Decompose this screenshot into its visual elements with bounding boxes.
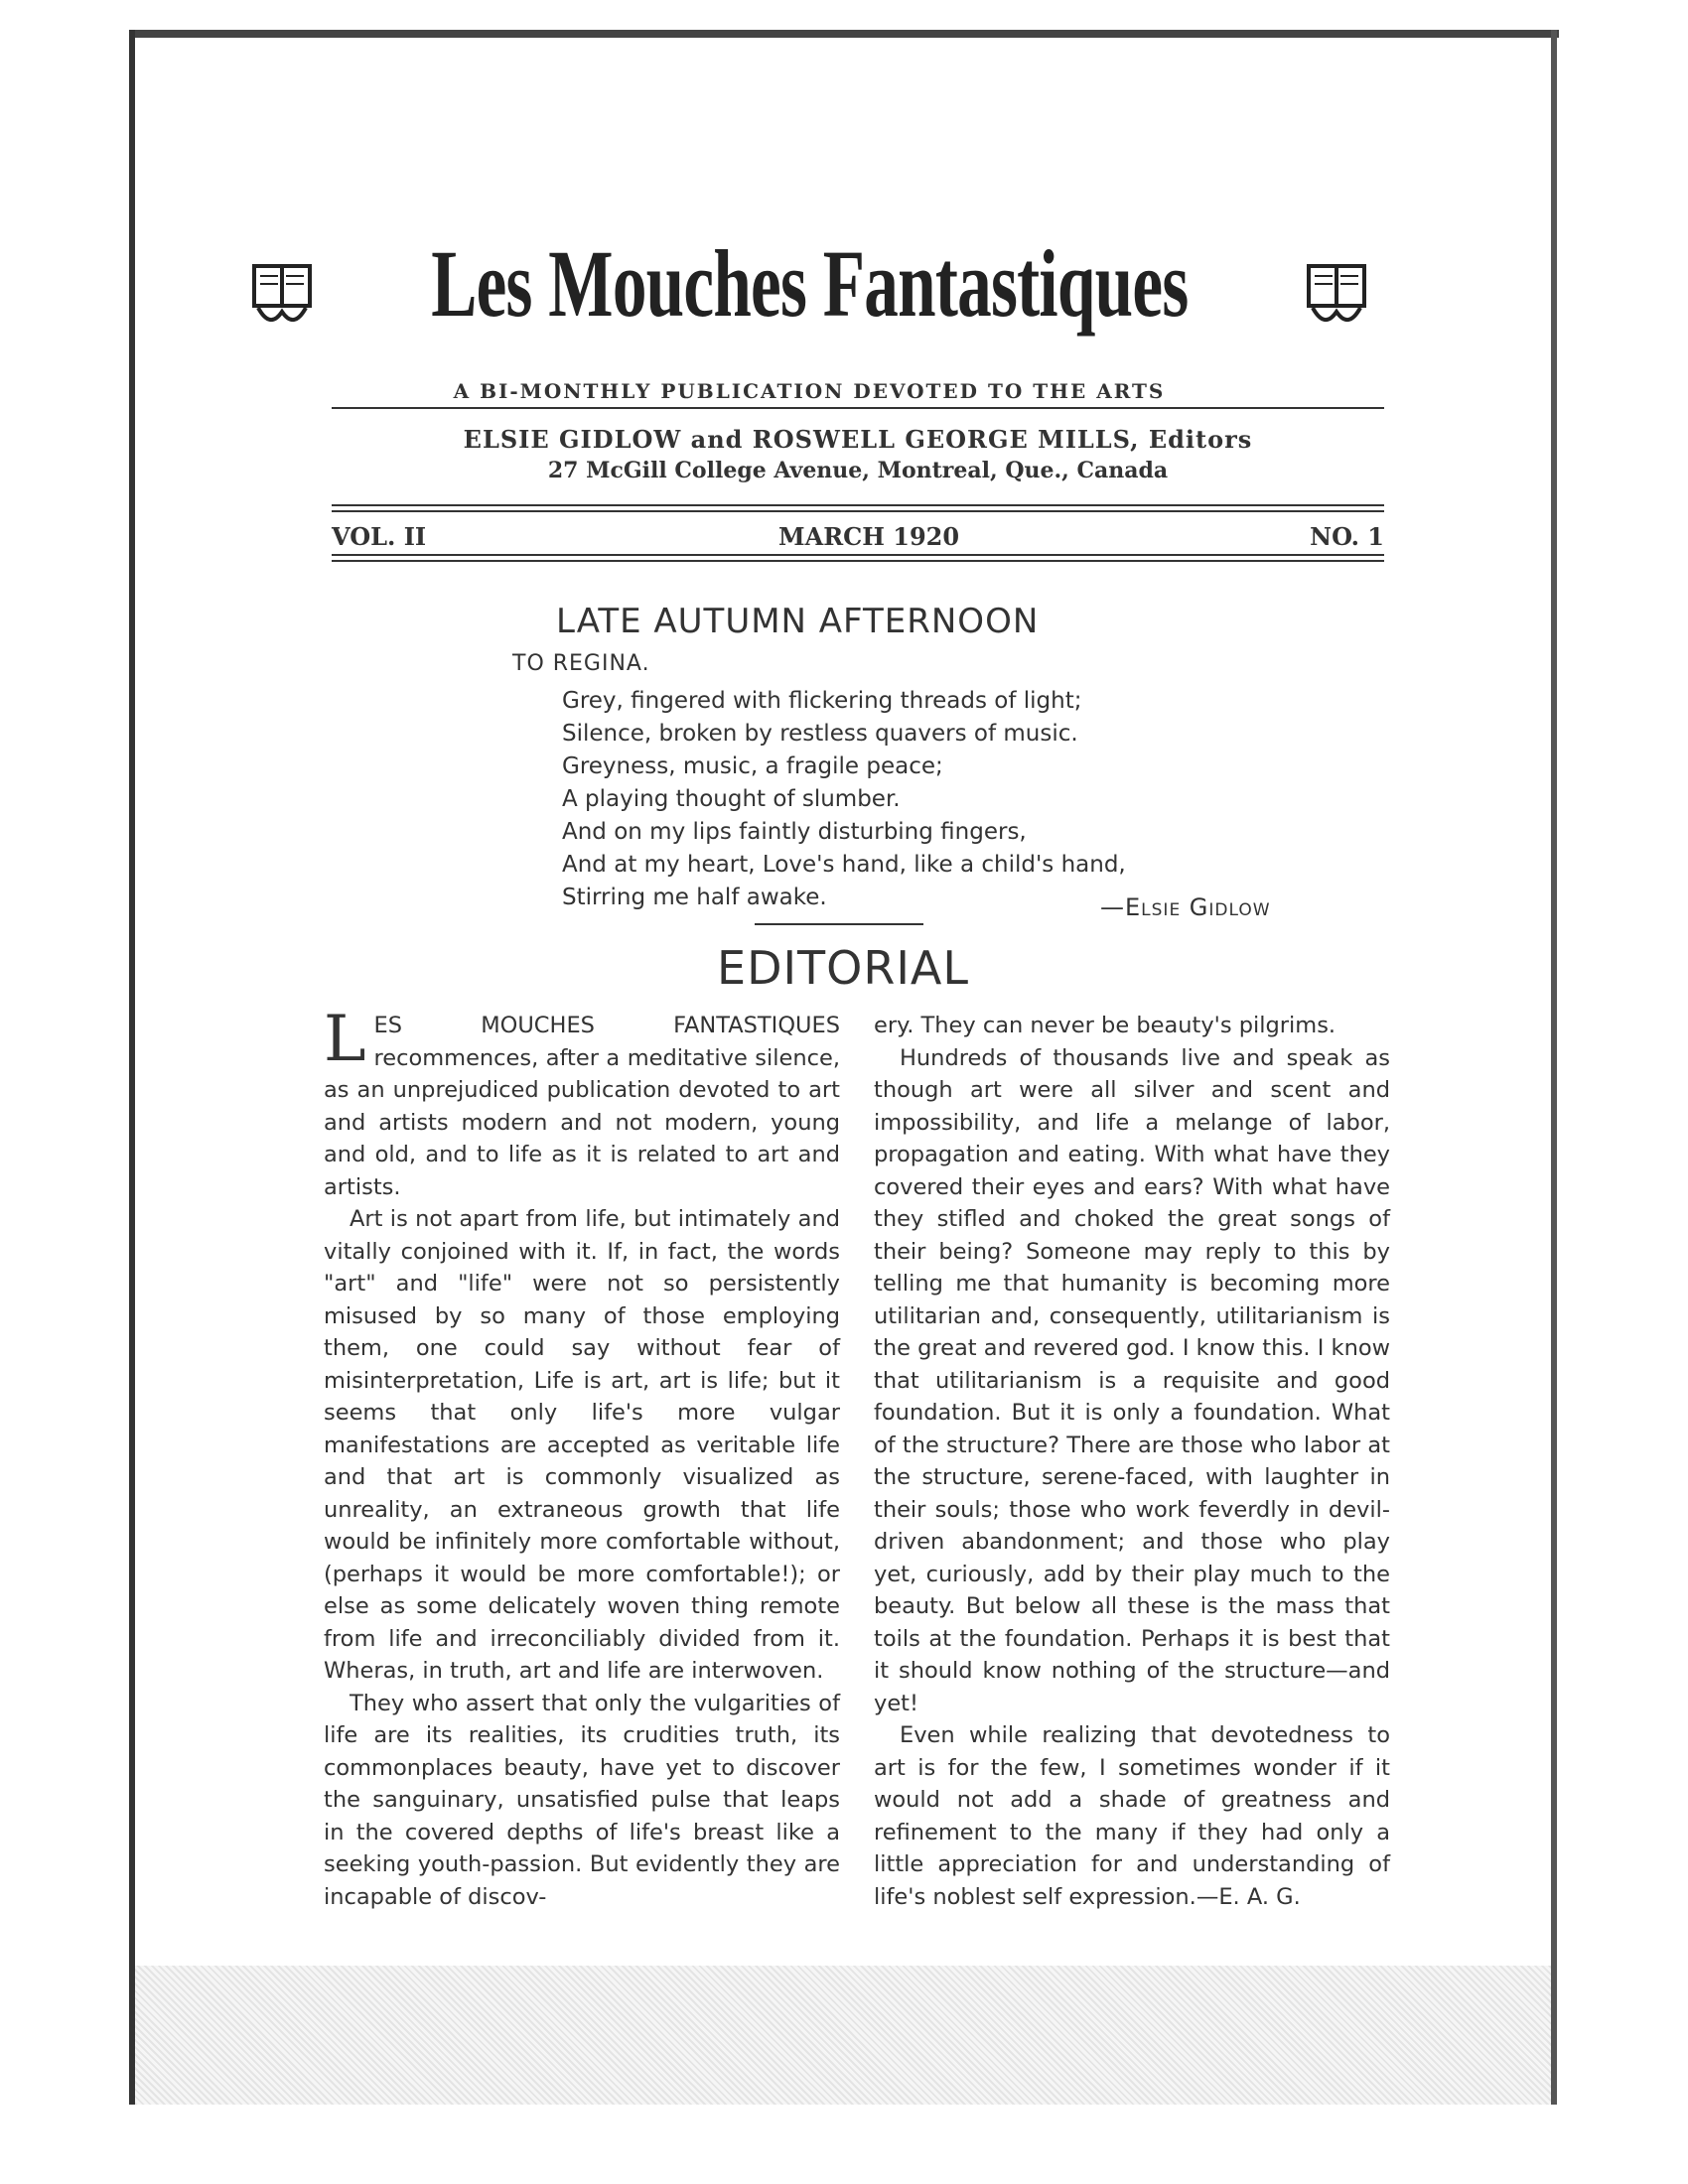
poem-line: And on my lips faintly disturbing fingers, (562, 819, 1027, 845)
editorial-paragraph: ery. They can never be beauty's pilgrims. (874, 1013, 1336, 1038)
poem-body (562, 685, 1126, 914)
editorial-heading: EDITORIAL (717, 941, 969, 995)
issue-date: MARCH 1920 (778, 522, 960, 551)
poem-author: —Elsie Gidlow (1100, 893, 1271, 921)
editorial-paragraph: They who assert that only the vulgarities of life are its realities, its crudities truth, its commonplaces beauty, have yet to discover the sanguinary, unsatisfied pulse that leaps in the covered depths of life's breast like a seeking youth-passion. But evidently they are incapable of discov- (324, 1690, 840, 1910)
masthead (199, 218, 1420, 403)
poem-line: And at my heart, Love's hand, like a child's hand, (562, 852, 1126, 878)
scan-border-left (129, 30, 135, 2105)
scan-border-top (129, 30, 1559, 38)
volume-rule-top (332, 504, 1384, 512)
masthead-rule (332, 407, 1384, 409)
editorial-right-column (874, 1010, 1390, 1913)
poem-title: LATE AUTUMN AFTERNOON (556, 602, 1040, 641)
volume-label: VOL. II (332, 522, 427, 551)
poem-line: A playing thought of slumber. (562, 786, 901, 812)
editorial-paragraph: Even while realizing that devotedness to art is for the few, I sometimes wonder if it would not add a shade of greatness and refinement to the many if they had only a little appreciation for and understanding of life's noblest self expression.—E. A. G. (874, 1722, 1390, 1910)
publication-title: Les Mouches Fantastiques (430, 230, 1189, 337)
section-divider (755, 923, 923, 925)
open-book-icon (1305, 260, 1368, 330)
issue-number: NO. 1 (1310, 522, 1384, 551)
poem-line: Silence, broken by restless quavers of music. (562, 721, 1078, 747)
open-book-icon (250, 260, 314, 330)
drop-cap: L (324, 1003, 366, 1076)
volume-rule-bottom (332, 554, 1384, 562)
editorial-left-column (324, 1003, 840, 1913)
poem-dedication: TO REGINA. (512, 651, 650, 676)
poem-line: Stirring me half awake. (562, 885, 827, 910)
scan-border-right (1551, 30, 1557, 2105)
editorial-paragraph: LES MOUCHES FANTASTIQUES recommences, after a meditative silence, as an unprejudiced publication devoted to art and artists modern and not modern, young and old, and to life as it is related to art and artists. (324, 1003, 840, 1200)
poem-line: Grey, fingered with flickering threads of light; (562, 688, 1082, 714)
scan-shadow (135, 1966, 1551, 2105)
editorial-paragraph: Hundreds of thousands live and speak as though art were all silver and scent and impossibility, and life a melange of labor, propagation and eating. With what have they covered their eyes and ears? With what have they stifled and choked the great songs of their being? Someone may reply to this by telling me that humanity is becoming more utilitarian and, consequently, utilitarianism is the great and revered god. I know this. I know that utilitarianism is a requisite and good foundation. But it is only a foundation. What of the structure? There are those who labor at the structure, serene-faced, with laughter in their souls; those who work feverdly in devil-driven abandonment; and those who play yet, curiously, add by their play much to the beauty. But below all these is the mass that toils at the foundation. Perhaps it is best that it should know nothing of the structure—and yet! (874, 1044, 1390, 1716)
address-line: 27 McGill College Avenue, Montreal, Que., Canada (547, 458, 1169, 483)
editorial-paragraph: Art is not apart from life, but intimately and vitally conjoined with it. If, in fact, the words "art" and "life" were not so persistently misused by so many of those employing them, one could say without fear of misinterpretation, Life is art, art is life; but it seems that only life's more vulgar manifestations are accepted as veritable life and that art is commonly visualized as unreality, an extraneous growth that life would be infinitely more comfortable without, (perhaps it would be more comfortable!); or else as some delicately woven thing remote from life and irreconciliably divided from it. Wheras, in truth, art and life are interwoven. (324, 1206, 840, 1684)
publication-subtitle: A BI-MONTHLY PUBLICATION DEVOTED TO THE ARTS (453, 379, 1166, 403)
poem-line: Greyness, music, a fragile peace; (562, 753, 943, 779)
editors-line: ELSIE GIDLOW and ROSWELL GEORGE MILLS, Editors (463, 425, 1253, 454)
